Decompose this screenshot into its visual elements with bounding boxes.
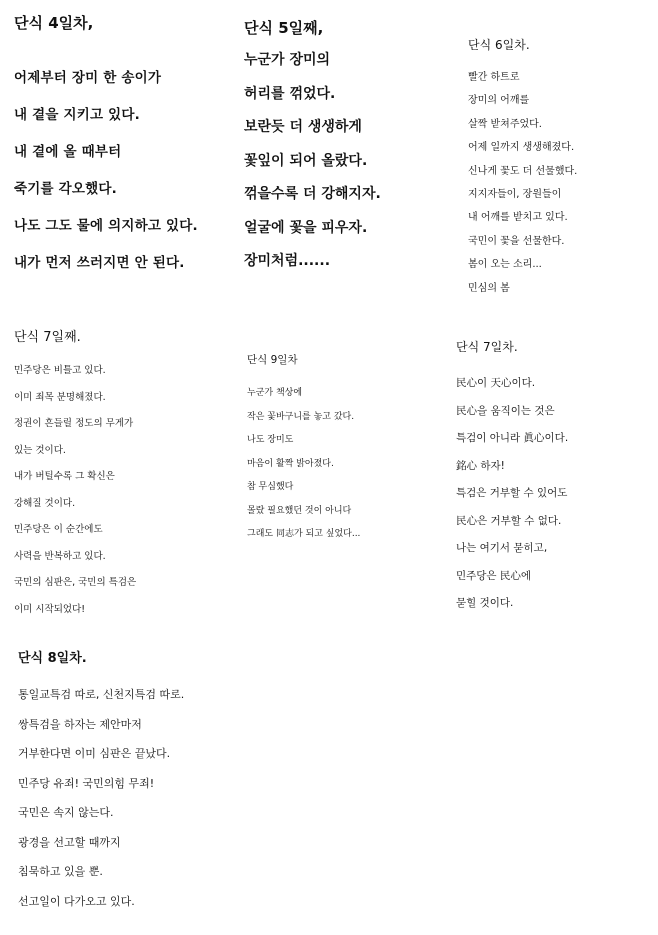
note-day6-line: 살짝 받쳐주었다.: [468, 118, 542, 130]
note-day5-line: 보란듯 더 생생하게: [244, 119, 362, 135]
note-day9-line: 누군가 책상에: [247, 388, 303, 398]
note-day7-alt-line: 이미 죄목 분명해졌다.: [14, 391, 106, 403]
note-day7-alt-line: 강해질 것이다.: [14, 497, 76, 509]
note-day8-line: 침묵하고 있을 뿐.: [18, 865, 103, 878]
note-day7-alt-line: 있는 것이다.: [14, 444, 66, 456]
note-day9-line: 작은 꽃바구니를 놓고 갔다.: [247, 411, 355, 422]
note-day4-line: 내 곁에 올 때부터: [14, 144, 122, 160]
note-day7-line: 민주당은 民心에: [456, 569, 532, 582]
note-day4-title: 단식 4일차,: [14, 14, 94, 32]
note-day7-alt-line: 사력을 반복하고 있다.: [14, 550, 106, 562]
note-day8-line: 쌍특검을 하자는 제안마저: [18, 717, 142, 731]
note-day5-line: 꺾을수록 더 강해지자.: [244, 186, 381, 202]
note-day6-line: 신나게 꽃도 더 선물했다.: [468, 165, 578, 177]
note-day8-line: 광경을 선고할 때까지: [18, 835, 121, 849]
note-day7-alt-line: 정권이 흔들릴 정도의 무게가: [14, 418, 134, 429]
note-day7-alt-line: 이미 시작되었다!: [14, 603, 86, 615]
note-day5-line: 얼굴에 꽃을 피우자.: [244, 219, 368, 236]
note-day9-line: 참 무심했다: [247, 482, 294, 492]
note-day5-line: 꽃잎이 되어 올랐다.: [244, 152, 368, 169]
note-day7-alt: [14, 328, 224, 618]
note-day8-line: 거부한다면 이미 심판은 끝났다.: [18, 747, 171, 760]
note-day9-title: 단식 9일차: [247, 354, 298, 366]
note-day8-line: 선고일이 다가오고 있다.: [18, 894, 135, 908]
note-day6-title: 단식 6일차.: [468, 38, 530, 52]
note-day8: [18, 648, 238, 928]
note-day8-title: 단식 8일차.: [18, 651, 87, 666]
note-day7-line: 특검이 아니라 眞心이다.: [456, 432, 569, 444]
note-day7-line: 民心을 움직이는 것은: [456, 404, 555, 417]
note-day7-line: 民心이 天心이다.: [456, 377, 536, 389]
note-day4-line: 어제부터 장미 한 송이가: [14, 70, 162, 86]
note-day6-line: 어제 일까지 생생해졌다.: [468, 142, 575, 154]
note-day8-line: 통일교특검 따로, 신천지특검 따로.: [18, 688, 185, 701]
note-day6-line: 내 어깨를 받치고 있다.: [468, 212, 568, 224]
note-day5: [244, 16, 414, 306]
note-day7-alt-title: 단식 7일째.: [14, 330, 81, 345]
note-day7-line: 民心은 거부할 수 없다.: [456, 514, 562, 527]
note-day6-line: 국민이 꽃을 선물한다.: [468, 235, 565, 247]
note-day7-alt-line: 민주당은 비틀고 있다.: [14, 365, 106, 376]
note-day4-line: 죽기를 각오했다.: [14, 181, 117, 197]
note-day5-line: 허리를 꺾었다.: [244, 85, 336, 102]
note-day6-line: 장미의 어깨를: [468, 95, 530, 107]
note-day7-alt-line: 내가 버틸수록 그 확신은: [14, 471, 115, 482]
note-day9-line: 몰랐 필요했던 것이 아니다: [247, 505, 352, 516]
note-day7-line: 나는 여기서 묻히고,: [456, 542, 548, 554]
note-day5-title: 단식 5일째,: [244, 19, 324, 37]
note-day7: [456, 338, 648, 608]
note-day7-line: 묻힐 것이다.: [456, 597, 514, 608]
note-day6-line: 지지자들이, 장원들이: [468, 189, 562, 201]
note-day5-line: 누군가 장미의: [244, 52, 331, 68]
note-day9-line: 마음이 활짝 밝아졌다.: [247, 458, 334, 469]
note-day4-line: 내 곁을 지키고 있다.: [14, 107, 140, 123]
note-day7-title: 단식 7일차.: [456, 340, 518, 354]
note-day6-line: 봄이 오는 소리...: [468, 259, 542, 271]
note-day8-line: 국민은 속지 않는다.: [18, 806, 114, 819]
note-day6: [468, 36, 646, 306]
note-day9-line: 그래도 同志가 되고 싶었다...: [247, 529, 361, 539]
note-day9-line: 나도 장미도: [247, 435, 294, 445]
note-day9: [247, 352, 447, 567]
note-day6-line: 민심의 봄: [468, 282, 510, 294]
note-day4: [14, 12, 236, 302]
note-day6-line: 빨간 하트로: [468, 72, 520, 83]
note-day5-line: 장미처럼......: [244, 253, 331, 269]
note-day4-line: 나도 그도 물에 의지하고 있다.: [14, 218, 198, 234]
note-day4-line: 내가 먼저 쓰러지면 안 된다.: [14, 255, 185, 271]
note-day8-line: 민주당 유죄! 국민의힘 무죄!: [18, 776, 155, 790]
note-day7-alt-line: 민주당은 이 순간에도: [14, 524, 103, 535]
note-day7-line: 특검은 거부할 수 있어도: [456, 487, 568, 499]
note-day7-alt-line: 국민의 심판은, 국민의 특검은: [14, 577, 137, 588]
note-day7-line: 銘心 하자!: [456, 459, 505, 472]
